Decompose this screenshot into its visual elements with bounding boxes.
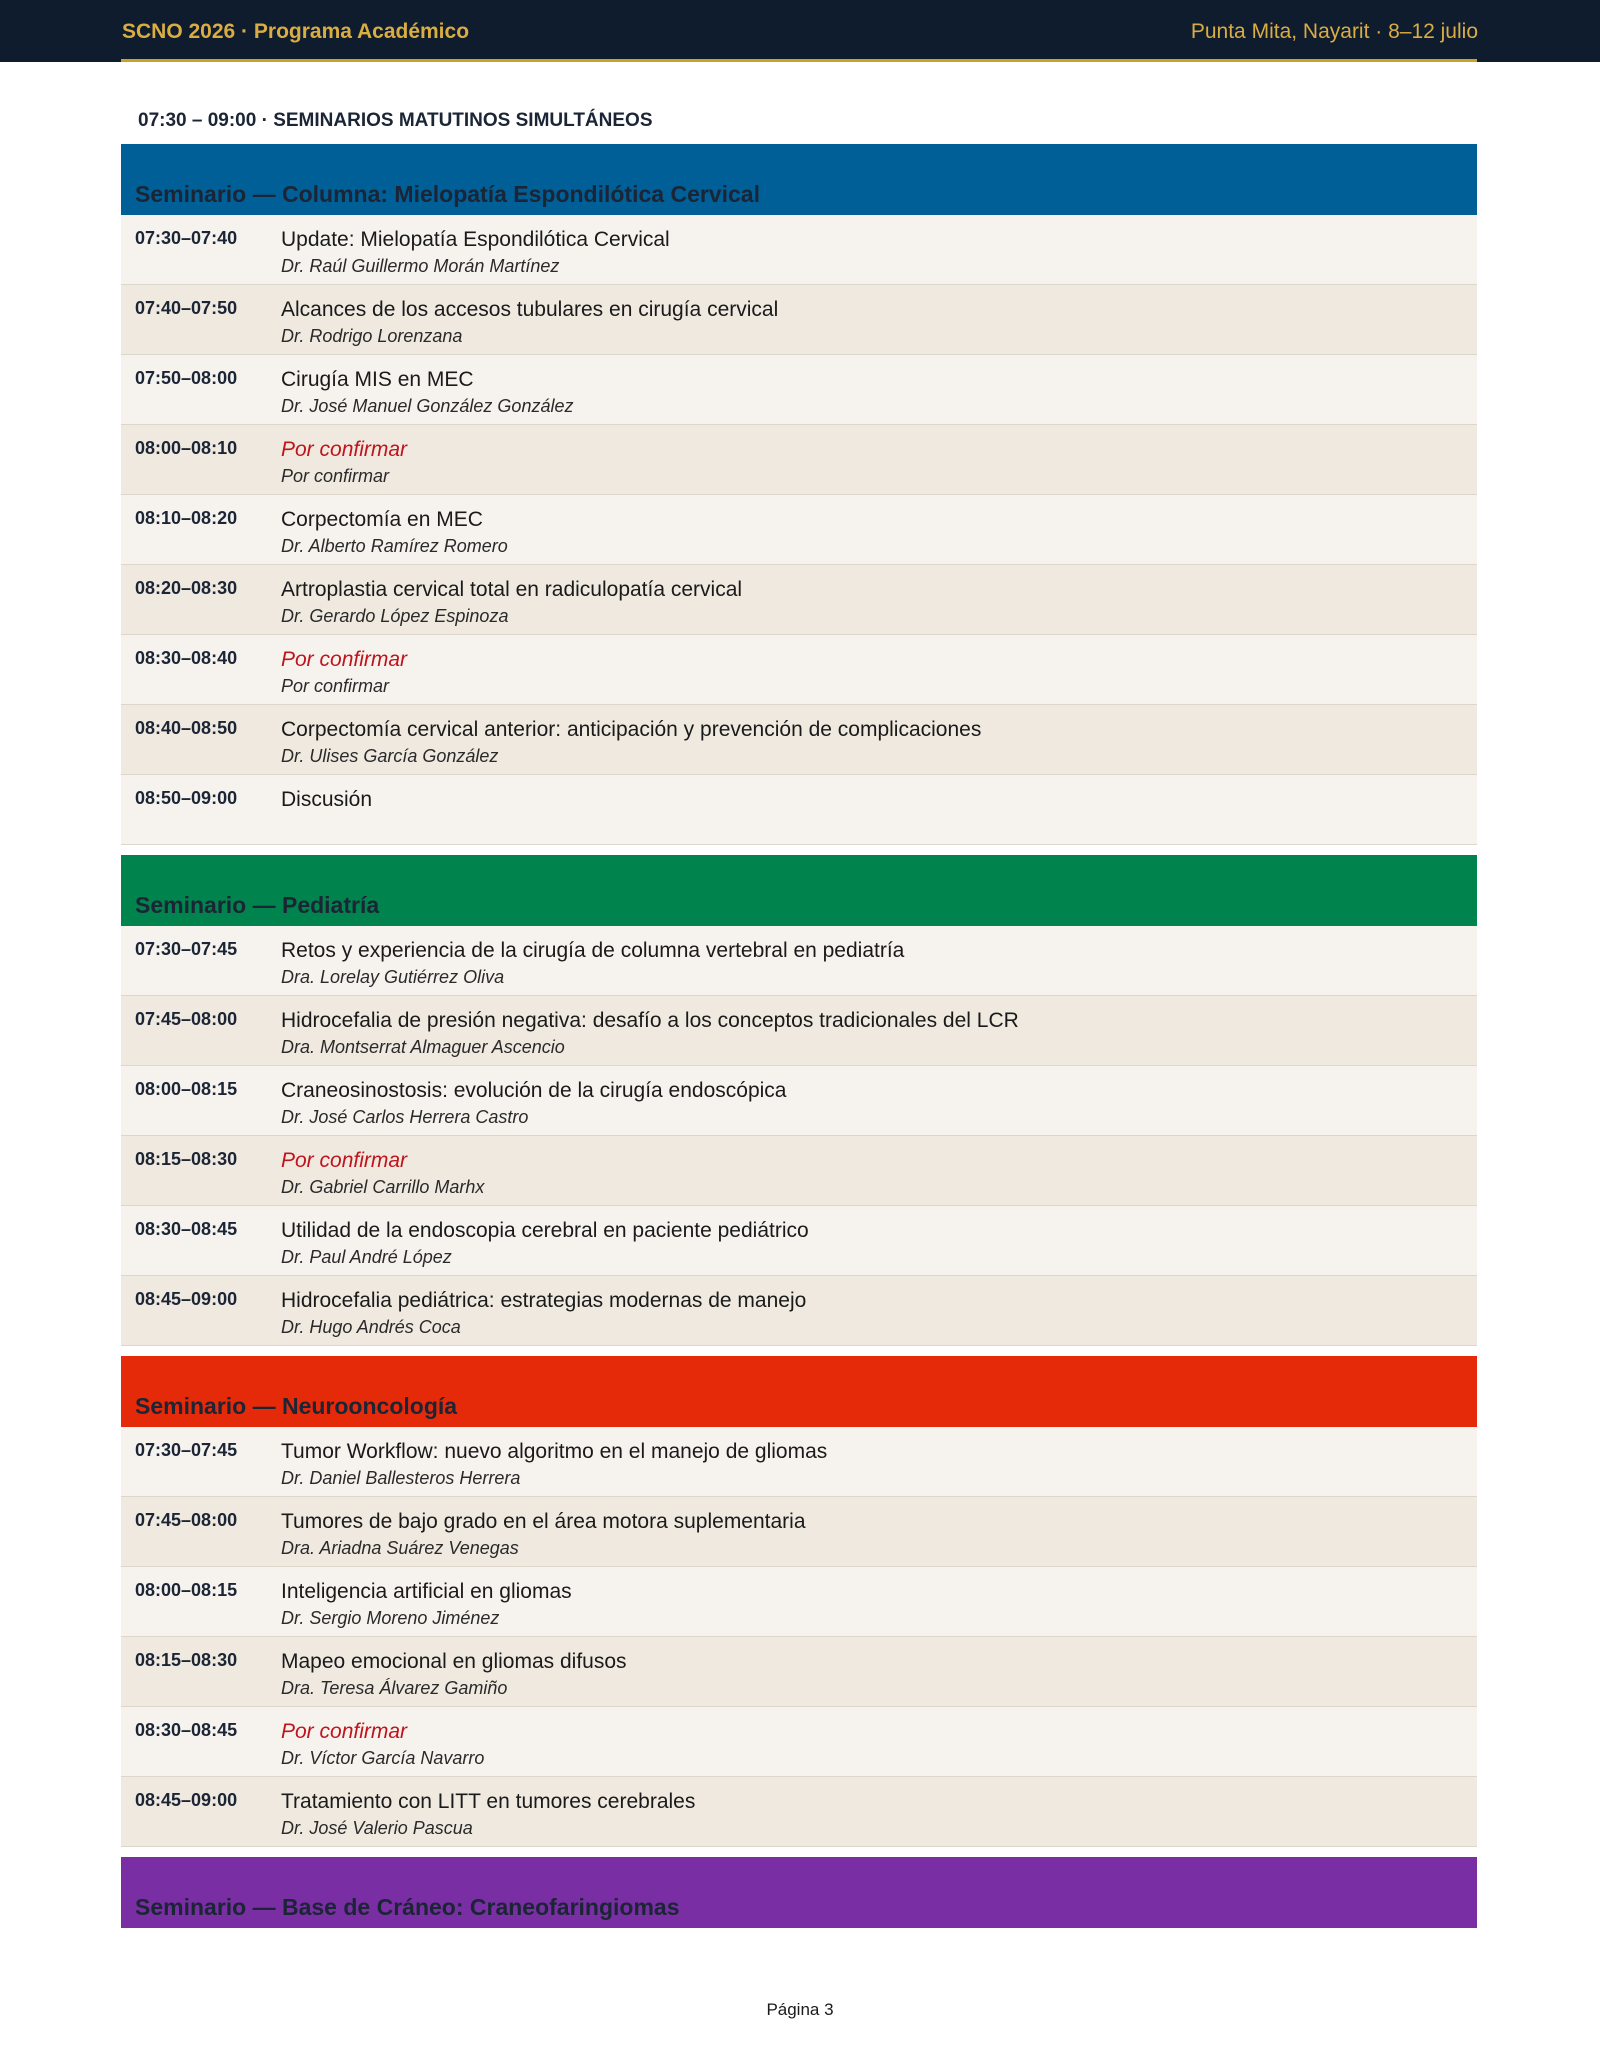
session-row bbox=[121, 1777, 1477, 1847]
seminar-block bbox=[121, 1857, 1477, 1928]
session-details bbox=[281, 436, 1477, 494]
session-title: Craneosinostosis: evolución de la cirugía endoscópica bbox=[281, 1079, 787, 1102]
session-row bbox=[121, 425, 1477, 495]
seminar-header bbox=[121, 1356, 1477, 1427]
session-speaker: Dr. Gerardo López Espinoza bbox=[281, 606, 509, 626]
session-time: 08:50–09:00 bbox=[135, 788, 238, 808]
session-time: 08:40–08:50 bbox=[135, 718, 238, 738]
session-details bbox=[281, 1578, 1477, 1636]
session-title: Tumor Workflow: nuevo algoritmo en el manejo de gliomas bbox=[281, 1440, 828, 1463]
session-row bbox=[121, 215, 1477, 285]
session-speaker: Dr. José Carlos Herrera Castro bbox=[281, 1107, 529, 1127]
session-details bbox=[281, 1007, 1477, 1065]
seminar-title: Seminario — Neurooncología bbox=[135, 1393, 458, 1419]
session-speaker: Dr. Rodrigo Lorenzana bbox=[281, 326, 463, 346]
session-details bbox=[281, 1508, 1477, 1566]
session-time: 07:40–07:50 bbox=[135, 298, 238, 318]
session-row bbox=[121, 1206, 1477, 1276]
session-title: Mapeo emocional en gliomas difusos bbox=[281, 1650, 627, 1673]
session-row bbox=[121, 775, 1477, 845]
seminar-block bbox=[121, 1356, 1477, 1847]
session-title: Alcances de los accesos tubulares en cirugía cervical bbox=[281, 298, 779, 321]
session-title: Tumores de bajo grado en el área motora suplementaria bbox=[281, 1510, 806, 1533]
session-time: 07:45–08:00 bbox=[135, 1009, 238, 1029]
session-row bbox=[121, 495, 1477, 565]
session-details bbox=[281, 296, 1477, 354]
seminar-header bbox=[121, 1857, 1477, 1928]
session-time: 07:30–07:40 bbox=[135, 228, 238, 248]
session-details bbox=[281, 1147, 1477, 1205]
session-time: 07:30–07:45 bbox=[135, 1440, 238, 1460]
session-title: Hidrocefalia de presión negativa: desafío a los conceptos tradicionales del LCR bbox=[281, 1009, 1019, 1032]
session-time: 08:45–09:00 bbox=[135, 1790, 238, 1810]
session-speaker: Dr. Sergio Moreno Jiménez bbox=[281, 1608, 500, 1628]
program-content bbox=[121, 108, 1477, 1938]
session-details bbox=[281, 1718, 1477, 1776]
seminar-title: Seminario — Pediatría bbox=[135, 892, 380, 918]
session-time: 08:00–08:10 bbox=[135, 438, 238, 458]
seminar-list bbox=[121, 144, 1477, 1928]
session-speaker: Dr. Víctor García Navarro bbox=[281, 1748, 485, 1768]
session-details bbox=[281, 1217, 1477, 1275]
seminar-title: Seminario — Columna: Mielopatía Espondilótica Cervical bbox=[135, 181, 760, 207]
session-time: 08:00–08:15 bbox=[135, 1079, 238, 1099]
session-details bbox=[281, 1648, 1477, 1706]
seminar-title: Seminario — Base de Cráneo: Craneofaringiomas bbox=[135, 1894, 680, 1920]
session-time: 07:45–08:00 bbox=[135, 1510, 238, 1530]
session-speaker: Dr. Daniel Ballesteros Herrera bbox=[281, 1468, 521, 1488]
session-title: Por confirmar bbox=[281, 1149, 408, 1172]
session-row bbox=[121, 705, 1477, 775]
session-speaker: Por confirmar bbox=[281, 676, 390, 696]
session-speaker: Dra. Ariadna Suárez Venegas bbox=[281, 1538, 519, 1558]
session-row bbox=[121, 1497, 1477, 1567]
seminar-block bbox=[121, 855, 1477, 1346]
session-row bbox=[121, 355, 1477, 425]
session-speaker: Dr. Ulises García González bbox=[281, 746, 499, 766]
session-row bbox=[121, 1567, 1477, 1637]
session-time: 08:45–09:00 bbox=[135, 1289, 238, 1309]
session-speaker: Por confirmar bbox=[281, 466, 390, 486]
session-details bbox=[281, 1287, 1477, 1345]
seminar-header bbox=[121, 144, 1477, 215]
session-time: 08:15–08:30 bbox=[135, 1650, 238, 1670]
program-title: SCNO 2026 · Programa Académico bbox=[122, 20, 470, 43]
session-row bbox=[121, 1276, 1477, 1346]
session-speaker: Dra. Teresa Álvarez Gamiño bbox=[281, 1678, 508, 1698]
session-time: 07:50–08:00 bbox=[135, 368, 238, 388]
session-speaker: Dr. Paul André López bbox=[281, 1247, 452, 1267]
seminar-block bbox=[121, 144, 1477, 845]
session-title: Por confirmar bbox=[281, 648, 408, 671]
session-row bbox=[121, 1427, 1477, 1497]
event-location-dates: Punta Mita, Nayarit · 8–12 julio bbox=[1190, 20, 1478, 43]
session-title: Por confirmar bbox=[281, 1720, 408, 1743]
session-row bbox=[121, 926, 1477, 996]
session-title: Tratamiento con LITT en tumores cerebrales bbox=[281, 1790, 696, 1813]
time-slot-heading: 07:30 – 09:00 · SEMINARIOS MATUTINOS SIMULTÁNEOS bbox=[138, 110, 653, 131]
session-row bbox=[121, 635, 1477, 705]
session-time: 08:30–08:40 bbox=[135, 648, 238, 668]
session-speaker: Dr. Hugo Andrés Coca bbox=[281, 1317, 461, 1337]
session-time: 08:30–08:45 bbox=[135, 1720, 238, 1740]
session-details bbox=[281, 576, 1477, 634]
page-header bbox=[0, 0, 1600, 62]
session-details bbox=[281, 716, 1477, 774]
session-row bbox=[121, 1707, 1477, 1777]
session-speaker: Dr. Raúl Guillermo Morán Martínez bbox=[281, 256, 560, 276]
session-row bbox=[121, 1066, 1477, 1136]
session-row bbox=[121, 565, 1477, 635]
session-row bbox=[121, 996, 1477, 1066]
session-details bbox=[281, 786, 1477, 844]
session-title: Inteligencia artificial en gliomas bbox=[281, 1580, 572, 1603]
session-row bbox=[121, 1637, 1477, 1707]
session-time: 07:30–07:45 bbox=[135, 939, 238, 959]
session-speaker: Dra. Lorelay Gutiérrez Oliva bbox=[281, 967, 505, 987]
header-rule bbox=[121, 59, 1477, 62]
session-time: 08:30–08:45 bbox=[135, 1219, 238, 1239]
session-title: Corpectomía en MEC bbox=[281, 508, 483, 531]
session-title: Por confirmar bbox=[281, 438, 408, 461]
session-details bbox=[281, 1438, 1477, 1496]
session-row bbox=[121, 285, 1477, 355]
session-title: Retos y experiencia de la cirugía de columna vertebral en pediatría bbox=[281, 939, 905, 962]
session-details bbox=[281, 366, 1477, 424]
session-details bbox=[281, 226, 1477, 284]
session-time: 08:00–08:15 bbox=[135, 1580, 238, 1600]
session-title: Update: Mielopatía Espondilótica Cervical bbox=[281, 228, 670, 251]
page-number: Página 3 bbox=[766, 2000, 834, 2019]
session-details bbox=[281, 1788, 1477, 1846]
session-title: Corpectomía cervical anterior: anticipación y prevención de complicaciones bbox=[281, 718, 982, 741]
session-time: 08:20–08:30 bbox=[135, 578, 238, 598]
session-title: Discusión bbox=[281, 788, 373, 811]
session-title: Artroplastia cervical total en radiculopatía cervical bbox=[281, 578, 743, 601]
session-speaker: Dr. Gabriel Carrillo Marhx bbox=[281, 1177, 485, 1197]
session-title: Cirugía MIS en MEC bbox=[281, 368, 474, 391]
session-speaker: Dr. José Valerio Pascua bbox=[281, 1818, 473, 1838]
session-details bbox=[281, 937, 1477, 995]
session-speaker: Dr. Alberto Ramírez Romero bbox=[281, 536, 508, 556]
seminar-header bbox=[121, 855, 1477, 926]
session-speaker: Dra. Montserrat Almaguer Ascencio bbox=[281, 1037, 565, 1057]
session-time: 08:10–08:20 bbox=[135, 508, 238, 528]
session-title: Hidrocefalia pediátrica: estrategias modernas de manejo bbox=[281, 1289, 807, 1312]
session-title: Utilidad de la endoscopia cerebral en paciente pediátrico bbox=[281, 1219, 809, 1242]
session-row bbox=[121, 1136, 1477, 1206]
session-details bbox=[281, 1077, 1477, 1135]
session-time: 08:15–08:30 bbox=[135, 1149, 238, 1169]
session-details bbox=[281, 646, 1477, 704]
session-speaker: Dr. José Manuel González González bbox=[281, 396, 574, 416]
session-details bbox=[281, 506, 1477, 564]
